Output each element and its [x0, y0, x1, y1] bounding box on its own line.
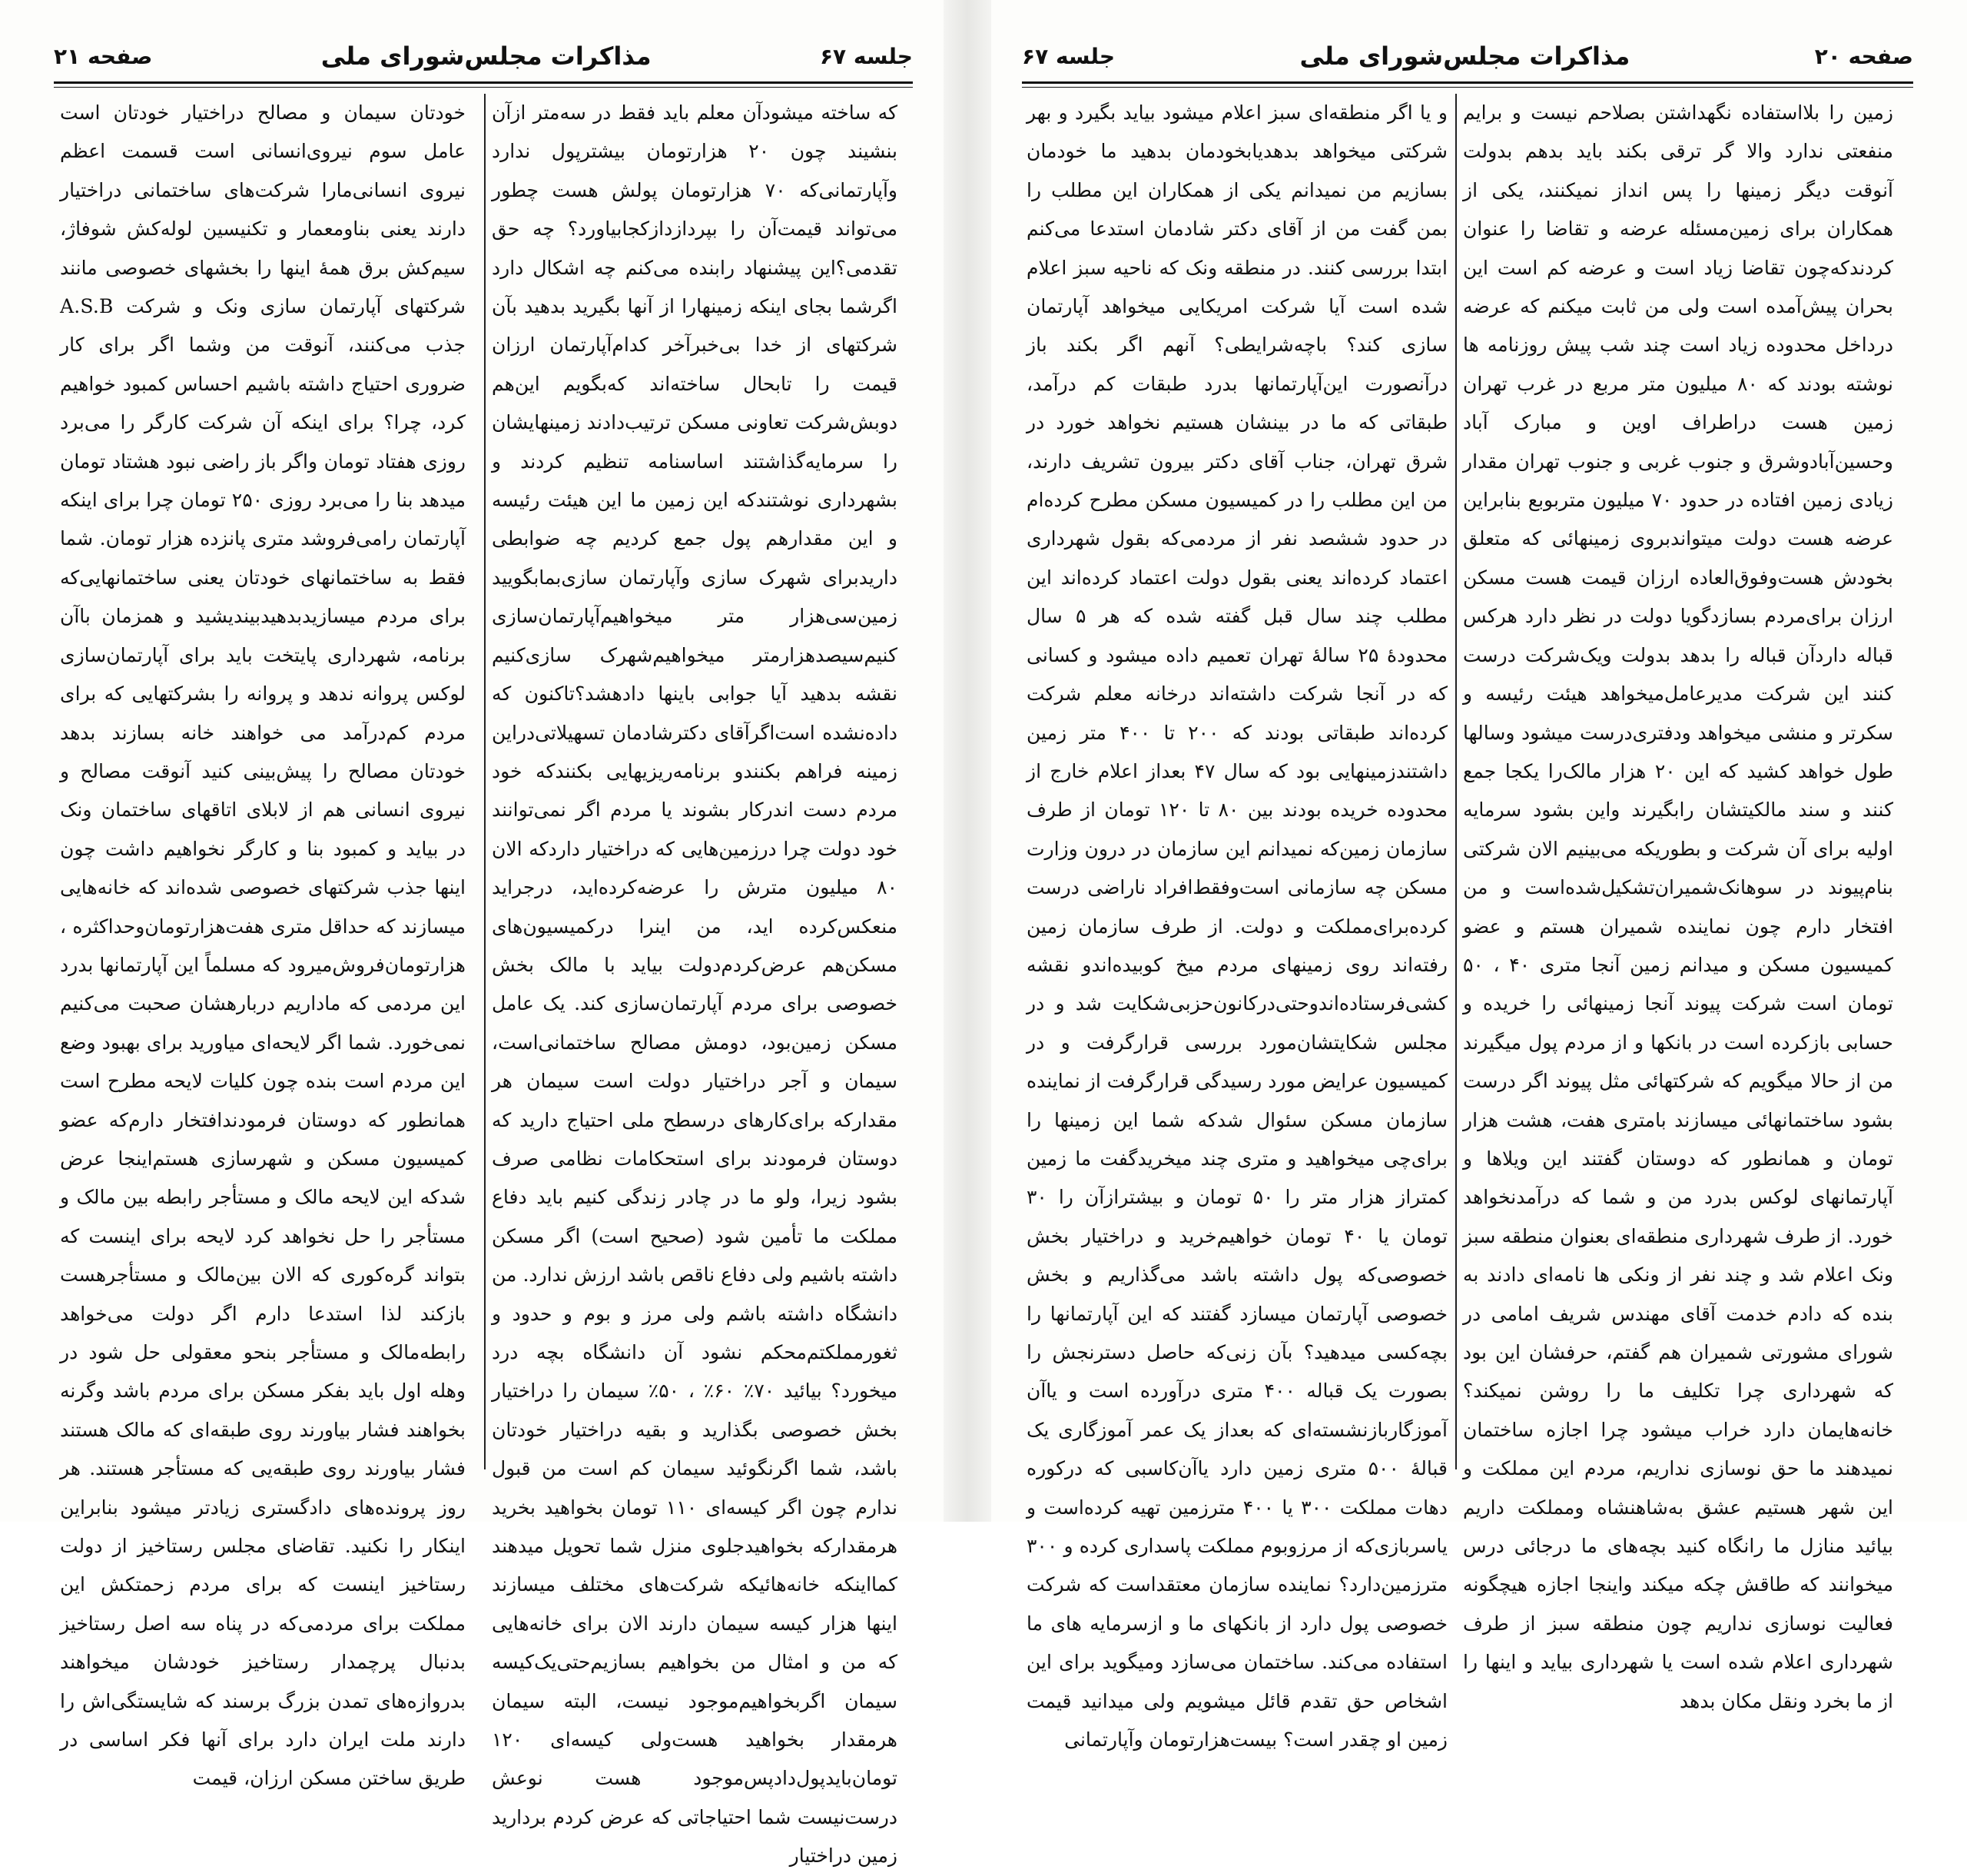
left-page-number: صفحه ۲۱ — [54, 43, 153, 69]
left-page-left-column — [60, 94, 466, 1790]
header-rule — [1022, 81, 1913, 84]
left-page-right-column — [492, 94, 898, 1868]
left-session-label: جلسه ۶۷ — [819, 43, 913, 69]
right-page-title: مذاکرات مجلس‌شورای ملی — [1299, 42, 1630, 71]
header-rule-thin — [54, 87, 913, 88]
left-page-right-column-text: که ساخته میشودآن معلم باید فقط در سه‌متر ازآن بنشیند چون ۲۰ هزارتومان بیشترپول ندارد وآپارتمانی‌که ۷۰ هزارتومان پولش هست چطور می‌تواند قیمت‌آن را بپردازد‌از‌کجابیاورد؟ چه حق تقدمی؟این پیشنهاد رابنده می‌کنم چه اشکال دارد اگرشما بجای اینکه زمینهارا از آنها بگیرید بدهید بآن شرکتهای از خدا بی‌خبرآخر کدام‌آپارتمان ارزان قیمت را تابحال ساخته‌اند که‌بگویم این‌هم دوبش‌شرکت تعاونی مسکن ترتیب‌دادند زمینهایشان را سرمایه‌گذاشتند اساسنامه تنظیم کردند و بشهرداری نوشتند‌که این زمین ما این هیئت رئیسه و این مقدارهم پول جمع کردیم چه ضوابطی داریدبرای شهرک سازی وآپارتمان سازی‌بمابگویید زمین‌سی‌هزار متر میخواهیم‌آپارتمان‌سازی کنیم‌سیصدهزارمتر میخواهیم‌شهرک سازی‌کنیم نقشه بدهید آیا جوابی باینها دادهشد؟تاکنون که داده‌نشده است‌اگرآقای دکترشادمان تسهیلاتی‌دراین زمینه فراهم بکنندو برنامه‌ریزیهایی بکنند‌که خود مردم دست اندرکار بشوند یا مردم اگر نمی‌توانند خود دولت چرا درزمین‌هایی که دراختیار داردکه الان ۸۰ میلیون مترش را عرضه‌کرده‌اید، درجراید منعکس‌کرده اید، من اینرا درکمیسیون‌های مسکن‌هم عرض‌کردم‌دولت بیاید با مالک بخش خصوصی برای مردم آپارتمان‌سازی کند. یک عامل مسکن زمین‌بود، دومش مصالح ساختمانی‌است، سیمان و آجر دراختیار دولت است سیمان هر مقدارکه برای‌کارهای درسطح ملی احتیاج دارید که دوستان فرمودند برای استحکامات نظامی صرف بشود زیرا، ولو ما در چادر زندگی کنیم باید دفاع مملکت ما تأمین شود (صحیح است) اگر مسکن داشته باشیم ولی دفاع ناقص باشد ارزش ندارد. من دانشگاه داشته باشم ولی مرز و بوم و حدود و ثغورمملکتم‌محکم نشود آن دانشگاه بچه درد میخورد؟ بیائید ۷۰٪ ۶۰٪ ، ۵۰٪ سیمان را دراختیار بخش خصوصی بگذارید و بقیه دراختیار خودتان باشد، شما اگرنگوئید سیمان کم است من قبول ندارم چون اگر کیسه‌ای ۱۱۰ تومان بخواهید بخرید هرمقدار‌که بخواهیدجلوی منزل شما تحویل میدهند کمااینکه خانه‌هائیکه شرکت‌های مختلف میسازند اینها هزار کیسه سیمان دارند الان برای خانه‌هایی که من و امثال من بخواهیم بسازیم‌حتی‌یک‌کیسه سیمان اگربخواهیم‌موجود نیست، البته سیمان هرمقدار بخواهید هست‌ولی کیسه‌ای ۱۲۰ تومان‌بایدپول‌داد‌پس‌موجود هست نوعش درست‌نیست شما احتیاجاتی که عرض کردم بردارید زمین دراختیار — [492, 101, 898, 1868]
left-page-header — [54, 34, 913, 78]
left-page — [0, 0, 944, 1868]
right-page-left-column — [1027, 94, 1448, 1751]
right-page-header — [1022, 34, 1913, 78]
column-divider — [484, 94, 486, 1469]
book-gutter — [944, 0, 991, 1522]
right-page-right-column — [1463, 94, 1894, 1712]
left-page-left-column-text: خودتان سیمان و مصالح دراختیار خودتان است عامل سوم نیروی‌انسانی است قسمت اعظم نیروی انسانی‌ما‌را شرکت‌های ساختمانی دراختیار دارند یعنی بنا‌ومعمار و تکنیسین لوله‌کش شوفاژ، سیم‌کش برق همهٔ اینها را بخشهای خصوصی مانند شرکتهای آپارتمان سازی ونک و شرکت A.S.B جذب می‌کنند، آنوقت من وشما اگر برای کار ضروری احتیاج داشته باشیم احساس کمبود خواهیم کرد، چرا؟ برای اینکه آن شرکت کارگر را می‌برد روزی هفتاد تومان واگر باز راضی نبود هشتاد تومان میدهد بنا را می‌برد روزی ۲۵۰ تومان چرا برای اینکه آپارتمان رامی‌فروشد متری پانزده هزار تومان. شما فقط به ساختمانهای خودتان یعنی ساختمانهایی‌که برای مردم میسازید‌بدهید‌بیندیشید و همزمان باآن برنامه، شهرداری پایتخت باید برای آپارتمان‌سازی لوکس پروانه ندهد و پروانه را بشرکتهایی که برای مردم کم‌درآمد می خواهند خانه بسازند بدهد خودتان مصالح را پیش‌بینی کنید آنوقت مصالح و نیروی انسانی هم از لابلای اتاقهای ساختمان ونک در بیاید و کمبود بنا و کارگر نخواهیم داشت چون اینها جذب شرکتهای خصوصی شده‌اند که خانه‌هایی میسازند که حداقل متری هفت‌هزارتومان‌وحداکثره ، هزارتومان‌فروش‌میرود که مسلماً این آپارتمانها بدرد این مردمی که ماداریم دربارهشان صحبت می‌کنیم نمی‌خورد. شما اگر لایحه‌ای میاورید برای بهبود وضع این مردم است بنده چون کلیات لایحه مطرح است همانطور که دوستان فرمودندافتخار دارم‌که عضو کمیسیون مسکن و شهرسازی هستم‌اینجا عرض شدکه این لایحه مالک و مستأجر رابطه بین مالک و مستأجر را حل نخواهد کرد لایحه برای اینست که بتواند گره‌کوری که الان بین‌مالک و مستأجرهست باز‌کند لذا استدعا دارم اگر دولت می‌خواهد رابطه‌مالک و مستأجر بنحو معقولی حل شود در وهله اول باید بفکر مسکن برای مردم باشد وگرنه بخواهند فشار بیاورند روی طبقه‌ای که مالک هستند فشار بیاورند روی طبقه‌یی که مستأجر هستند. هر روز پرونده‌های دادگستری زیادتر میشود بنابراین اینکار را نکنید. تقاضای مجلس رستاخیز از دولت رستاخیز اینست که برای مردم زحمتکش این مملکت برای مردمی‌که در پناه سه اصل رستاخیز بدنبال پرچمدار رستاخیز خودشان میخواهند بدروازه‌های تمدن بزرگ برسند که شایستگی‌اش را دارند ملت ایران دارد برای آنها فکر اساسی در طریق ساختن مسکن ارزان، قیمت — [60, 101, 466, 1790]
header-rule — [54, 81, 913, 84]
header-rule-thin — [1022, 87, 1913, 88]
right-page-number: صفحه ۲۰ — [1814, 43, 1913, 69]
column-divider — [1455, 94, 1457, 1469]
right-page-right-column-text: زمین را بلااستفاده نگهداشتن بصلاحم نیست و برایم منفعتی ندارد والا گر ترقی بکند باید بدهم بدولت آنوقت دیگر زمینها را پس انداز نمیکنند، یکی از همکاران برای زمین‌مسئله عرضه و تقاضا را عنوان کردند‌که‌چون تقاضا زیاد است و عرضه کم است این بحران پیش‌آمده است ولی من ثابت میکنم که عرضه درداخل محدوده زیاد است چند شب پیش روزنامه ها نوشته بودند که ۸۰ میلیون متر مربع در غرب تهران زمین هست دراطراف اوین و مبارک آباد وحسین‌آبادوشرق و جنوب غربی و جنوب تهران مقدار زیادی زمین افتاده در حدود ۷۰ میلیون متربوبع بنابراین عرضه هست دولت میتواندبروی زمینهائی که متعلق بخودش هست‌وفوق‌العاده ارزان قیمت هست مسکن ارزان برای‌مردم بسازد‌گویا دولت در نظر دارد هرکس قباله داردآن قباله را بدهد بدولت ویک‌شرکت درست کنند این شرکت مدیرعامل‌میخواهد هیئت رئیسه و سکرتر و منشی میخواهد ودفتری‌درست میشود وسالها طول خواهد کشید که این ۲۰ هزار مالک‌را یکجا جمع کنند و سند مالکیتشان رابگیرند واین بشود سرمایه اولیه برای آن شرکت و بطوریکه می‌بینیم الان شرکتی بنام‌پیوند در سوهانک‌شمیران‌تشکیل‌شده‌است و من افتخار دارم چون نماینده شمیران هستم و عضو کمیسیون مسکن و میدانم زمین آنجا متری ۴۰ ، ۵۰ تومان است شرکت پیوند آنجا زمینهائی را خریده و حسابی بازکرده است در بانکها و از مردم پول میگیرند من از حالا میگویم که شرکتهائی مثل پیوند اگر درست بشود ساختمانهائی میسازند بامتری هفت، هشت هزار تومان و همانطور که دوستان گفتند این ویلاها و آپارتمانهای لوکس بدرد من و شما که درآمدنخواهد خورد. از طرف شهرداری منطقه‌ای بعنوان منطقه سبز ونک اعلام شد و چند نفر از ونکی ها نامه‌ای دادند به بنده که دادم خدمت آقای مهندس شریف امامی در شورای مشورتی شمیران هم گفتم، حرفشان این بود که شهرداری چرا تکلیف ما را روشن نمیکند؟ خانه‌هایمان دارد خراب میشود چرا اجازه ساختمان نمیدهند ما حق نوسازی نداریم، مردم این مملکت و این شهر هستیم عشق به‌شاهنشاه ومملکت داریم بیائید منازل ما رانگاه کنید بچه‌های ما درجائی درس میخوانند که طاقش چکه میکند واینجا اجازه هیچگونه فعالیت نوسازی نداریم چون منطقه سبز از طرف شهرداری اعلام شده است یا شهرداری بیاید و اینها را از ما بخرد ونقل مکان بدهد — [1463, 101, 1894, 1712]
right-page — [991, 0, 1967, 1751]
right-page-left-column-text: و یا اگر منطقه‌ای سبز اعلام میشود بیاید بگیرد و بهر شرکتی میخواهد بدهد‌یابخودمان بدهید ما خودمان بسازیم من نمیدانم یکی از همکاران این مطلب را بمن گفت من از آقای دکتر شادمان استدعا می‌کنم ابتدا بررسی کنند. در منطقه ونک که ناحیه سبز اعلام شده است آیا شرکت امریکایی میخواهد آپارتمان سازی کند؟ باچه‌شرایطی؟ آنهم اگر بکند باز درآنصورت این‌آپارتمانها بدرد طبقات کم درآمد، طبقاتی که ما در بینشان هستیم نخواهد خورد در شرق تهران، جناب آقای دکتر بیرون تشریف دارند، من این مطلب را در کمیسیون مسکن مطرح کرده‌ام در حدود ششصد نفر از مردمی‌که بقول شهرداری اعتماد کرده‌اند یعنی بقول دولت اعتماد کرده‌اند این مطلب چند سال قبل گفته شده که هر ۵ سال محدودهٔ ۲۵ سالهٔ تهران تعمیم داده میشود و کسانی که در آنجا شرکت داشته‌اند درخانه معلم شرکت کرده‌اند طبقاتی بودند که ۲۰۰ تا ۴۰۰ متر زمین داشتندزمینهایی بود که سال ۴۷ بعداز اعلام خارج از محدوده خریده بودند بین ۸۰ تا ۱۲۰ تومان از طرف سازمان زمین‌که نمیدانم این سازمان در درون وزارت مسکن چه سازمانی است‌وفقط‌افراد ناراضی درست کرده‌برای‌مملکت و دولت. از طرف سازمان زمین رفته‌اند روی زمینهای مردم میخ کوبیده‌اندو نقشه کشی‌فرستاده‌اندوحتی‌درکانون‌حزبی‌شکایت شد و در مجلس شکایتشان‌مورد بررسی قرارگرفت و در کمیسیون عرایض مورد رسیدگی قرارگرفت از نماینده سازمان مسکن سئوال شدکه شما این زمینها را برای‌چی میخواهید و متری چند میخرید‌گفت ما زمین کمتراز هزار متر را ۵۰ تومان و بیشتراز‌آن را ۳۰ تومان یا ۴۰ تومان خواهیم‌خرید و دراختیار بخش خصوصی‌که پول داشته باشد می‌گذاریم و بخش خصوصی آپارتمان میسازد گفتند که این آپارتمانها را بچه‌کسی میدهید؟ بآن زنی‌که حاصل دسترنجش را بصورت یک قباله ۴۰۰ متری درآورده است و یاآن آموزگاربازنشسته‌ای که بعداز یک عمر آموزگاری یک قبالهٔ ۵۰۰ متری زمین دارد یاآن‌کاسبی که درکوره دهات مملکت ۳۰۰ یا ۴۰۰ مترزمین تهیه کرده‌است و یاسربازی‌که از مرزوبوم مملکت پاسداری کرده و ۳۰۰ مترزمین‌دارد؟ نماینده سازمان معتقداست که شرکت خصوصی پول دارد از بانکهای ما و ازسرمایه های ما استفاده می‌کند. ساختمان می‌سازد ومیگوید برای این اشخاص حق تقدم قائل میشویم ولی میدانید قیمت زمین او چقدر است؟ بیست‌هزارتومان وآپارتمانی — [1027, 101, 1448, 1751]
right-session-label: جلسه ۶۷ — [1022, 43, 1116, 69]
left-page-title: مذاکرات مجلس‌شورای ملی — [320, 42, 652, 71]
